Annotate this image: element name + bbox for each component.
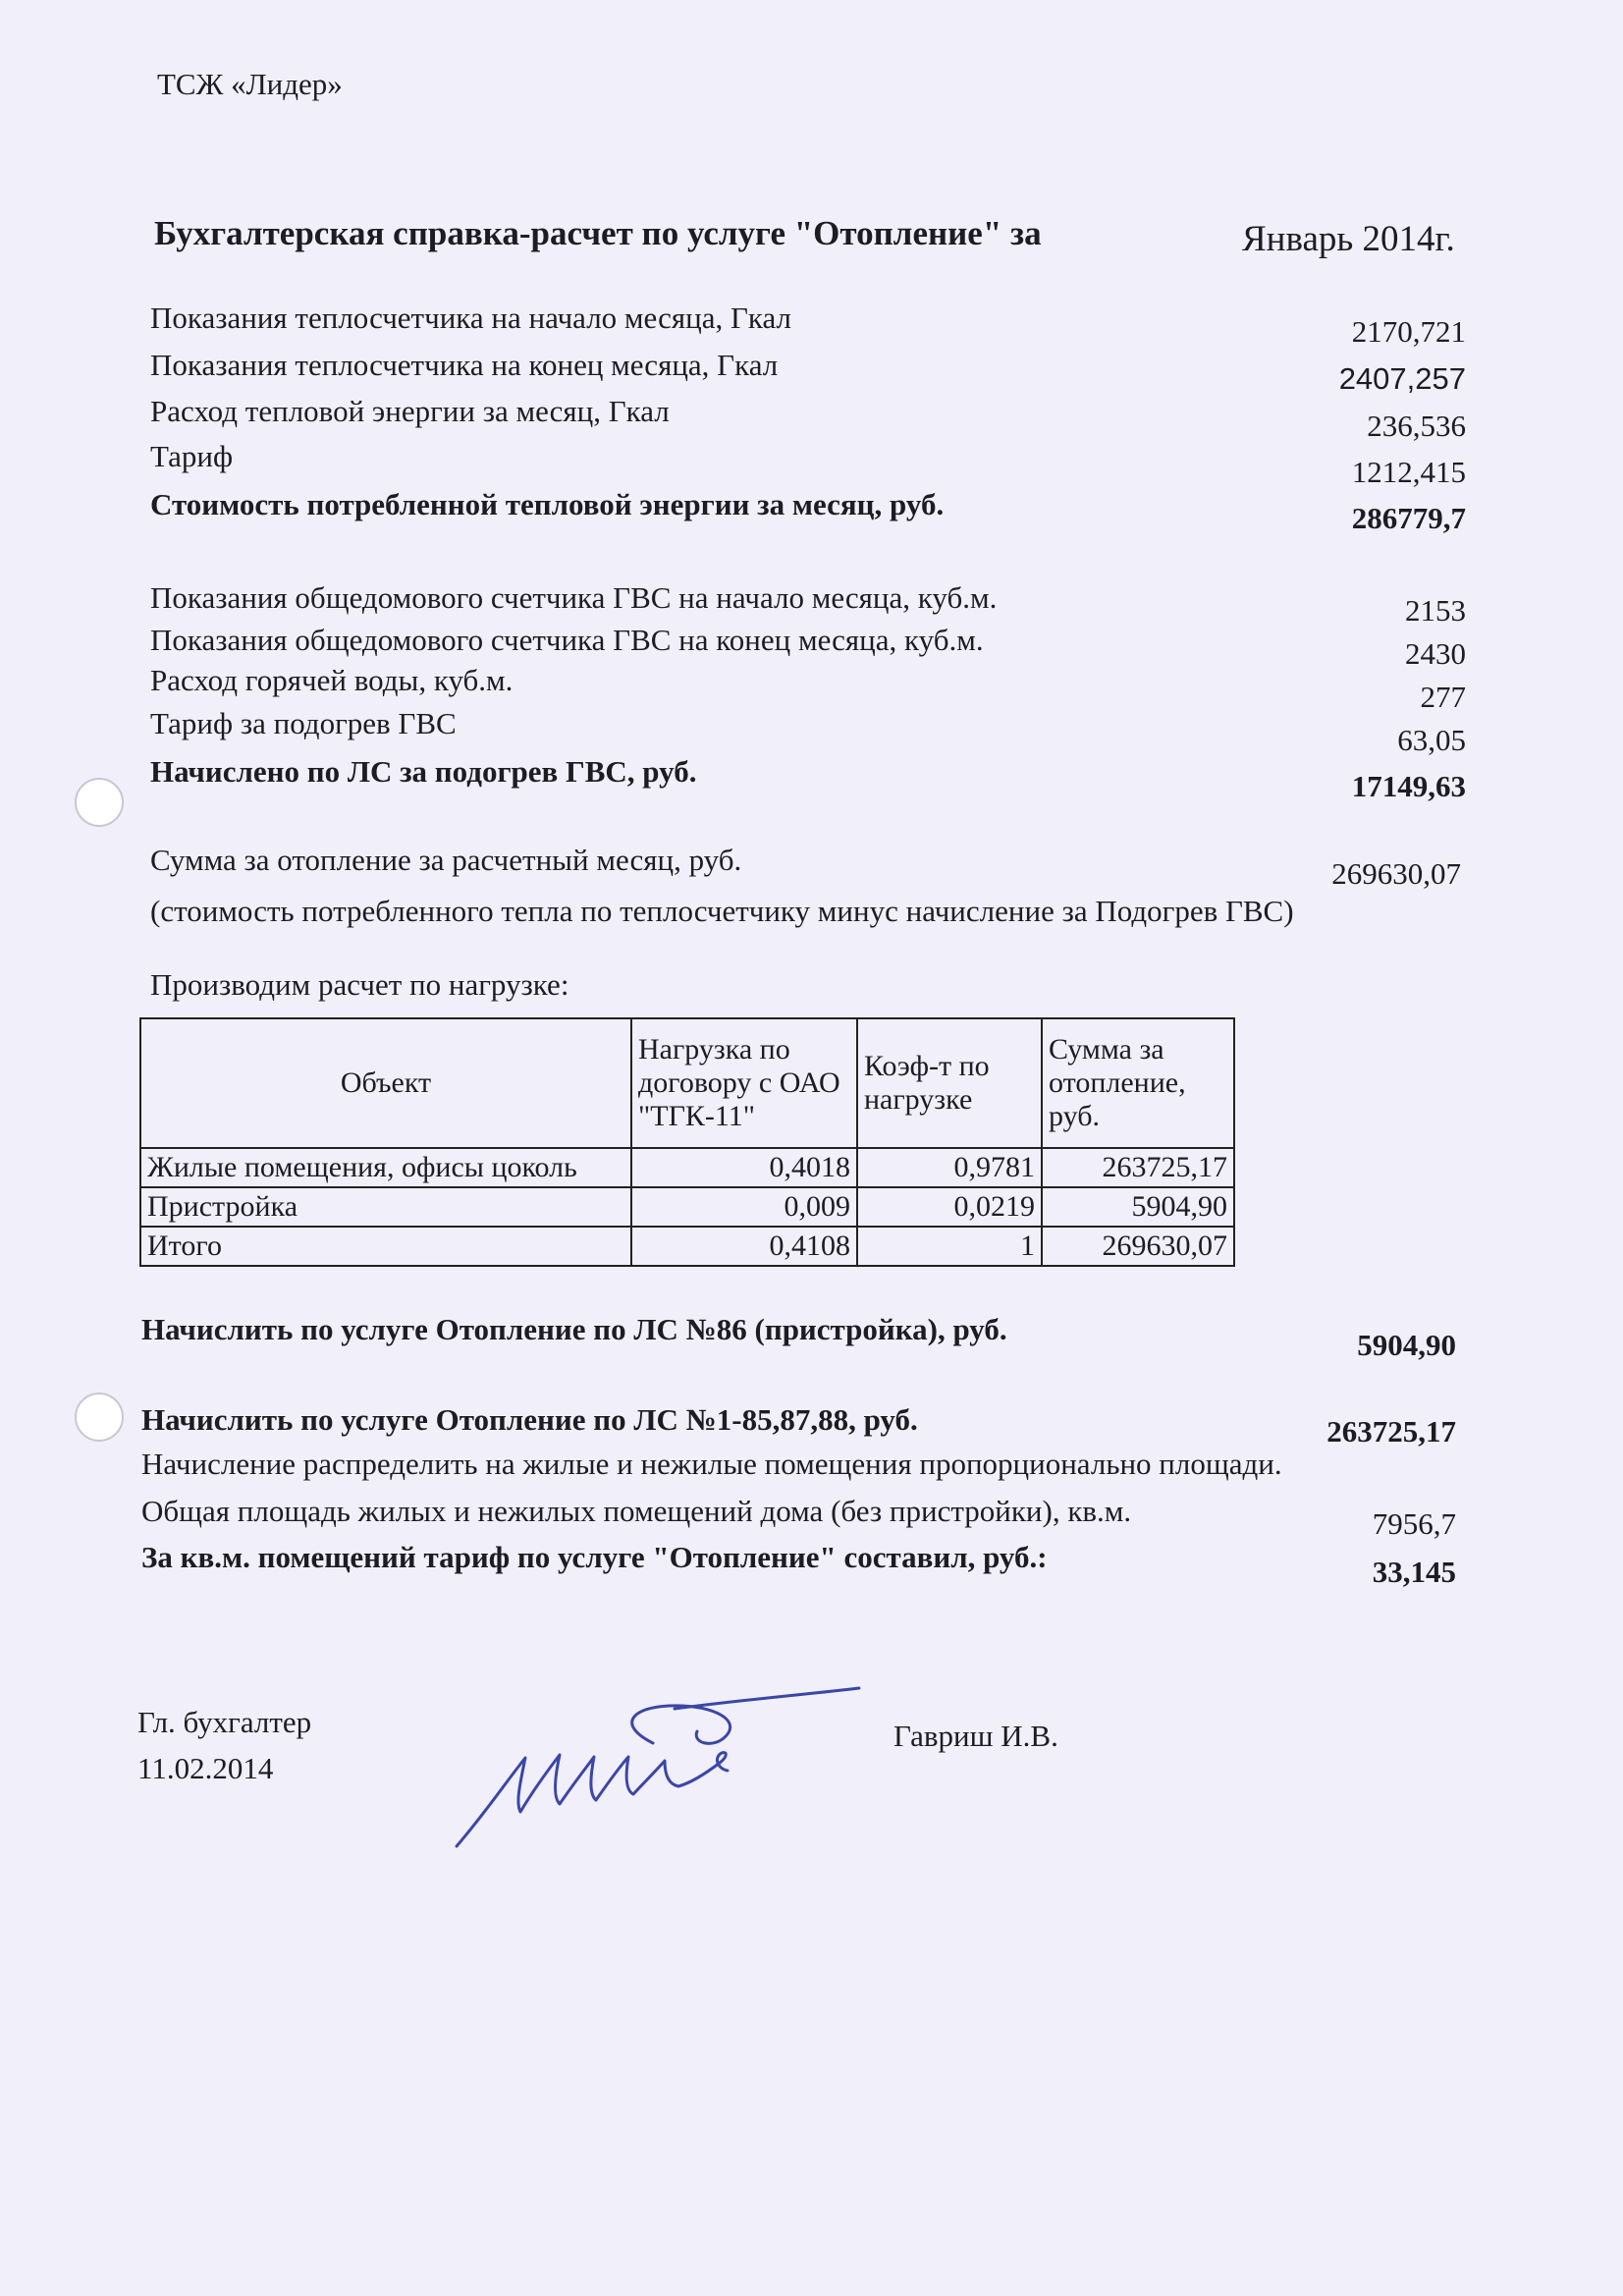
table-header-cell: Сумма за отопление, руб.	[1042, 1018, 1234, 1148]
table-cell-load: 0,4108	[631, 1227, 857, 1266]
gvs-row-value: 2153	[1405, 593, 1466, 628]
table-row	[140, 1187, 1234, 1227]
gvs-row-value: 277	[1420, 680, 1466, 714]
table-header-row	[140, 1018, 1234, 1148]
rate-value: 33,145	[1372, 1555, 1456, 1589]
handwritten-signature	[447, 1684, 869, 1861]
heat-row-label: Расход тепловой энергии за месяц, Гкал	[150, 394, 670, 428]
document-title: Бухгалтерская справка-расчет по услуге "Отопление" за	[154, 214, 1042, 252]
table-cell-object: Пристройка	[140, 1187, 631, 1227]
table-cell-load: 0,4018	[631, 1148, 857, 1187]
table-header-cell: Нагрузка по договору с ОАО "ТГК-11"	[631, 1018, 857, 1148]
gvs-total-label: Начислено по ЛС за подогрев ГВС, руб.	[150, 754, 697, 789]
heat-total-value: 286779,7	[1351, 501, 1466, 535]
area-value: 7956,7	[1372, 1506, 1456, 1541]
heat-row-label: Показания теплосчетчика на конец месяца, Гкал	[150, 348, 779, 382]
distribution-note: Начисление распределить на жилые и нежилые помещения пропорционально площади.	[141, 1447, 1282, 1481]
heat-row-label: Показания теплосчетчика на начало месяца, Гкал	[150, 301, 791, 335]
table-cell-sum: 269630,07	[1042, 1227, 1234, 1266]
table-row	[140, 1227, 1234, 1266]
load-table	[139, 1017, 1235, 1267]
signer-name: Гавриш И.В.	[893, 1719, 1058, 1753]
table-cell-coef: 1	[857, 1227, 1042, 1266]
heating-sum-label: Сумма за отопление за расчетный месяц, руб.	[150, 843, 742, 877]
gvs-row-label: Тариф за подогрев ГВС	[150, 706, 457, 740]
organization-name: ТСЖ «Лидер»	[157, 67, 343, 101]
gvs-total-value: 17149,63	[1351, 769, 1466, 803]
table-header-cell: Коэф-т по нагрузке	[857, 1018, 1042, 1148]
heat-row-value: 2170,721	[1351, 314, 1466, 349]
charge86-label: Начислить по услуге Отопление по ЛС №86 (пристройка), руб.	[141, 1312, 1007, 1346]
heat-row-value: 2407,257	[1338, 361, 1466, 396]
document-period: Январь 2014г.	[1242, 219, 1455, 259]
table-row	[140, 1148, 1234, 1187]
charge86-value: 5904,90	[1357, 1328, 1456, 1362]
table-cell-coef: 0,0219	[857, 1187, 1042, 1227]
charge-main-value: 263725,17	[1326, 1414, 1456, 1449]
area-label: Общая площадь жилых и нежилых помещений дома (без пристройки), кв.м.	[141, 1494, 1132, 1528]
gvs-row-label: Показания общедомового счетчика ГВС на начало месяца, куб.м.	[150, 580, 998, 615]
punch-hole-top	[75, 778, 124, 827]
table-cell-sum: 5904,90	[1042, 1187, 1234, 1227]
load-intro: Производим расчет по нагрузке:	[150, 967, 569, 1002]
heat-row-value: 236,536	[1367, 409, 1466, 443]
rate-label: За кв.м. помещений тариф по услуге "Отопление" составил, руб.:	[141, 1540, 1048, 1574]
heating-sum-value: 269630,07	[1331, 856, 1461, 891]
punch-hole-bottom	[75, 1393, 124, 1442]
heat-row-value: 1212,415	[1351, 455, 1466, 489]
table-cell-sum: 263725,17	[1042, 1148, 1234, 1187]
gvs-row-label: Расход горячей воды, куб.м.	[150, 663, 514, 697]
table-cell-load: 0,009	[631, 1187, 857, 1227]
charge-main-label: Начислить по услуге Отопление по ЛС №1-85,87,88, руб.	[141, 1402, 918, 1437]
table-header-cell: Объект	[140, 1018, 631, 1148]
heat-row-label: Тариф	[150, 439, 234, 473]
table-cell-object: Итого	[140, 1227, 631, 1266]
gvs-row-value: 2430	[1405, 636, 1466, 671]
table-cell-object: Жилые помещения, офисы цоколь	[140, 1148, 631, 1187]
signer-role: Гл. бухгалтер	[137, 1705, 312, 1739]
heat-total-label: Стоимость потребленной тепловой энергии за месяц, руб.	[150, 487, 945, 521]
heating-sum-note: (стоимость потребленного тепла по теплосчетчику минус начисление за Подогрев ГВС)	[150, 894, 1294, 928]
gvs-row-label: Показания общедомового счетчика ГВС на конец месяца, куб.м.	[150, 623, 984, 657]
table-cell-coef: 0,9781	[857, 1148, 1042, 1187]
gvs-row-value: 63,05	[1397, 723, 1466, 757]
sign-date: 11.02.2014	[137, 1751, 274, 1785]
